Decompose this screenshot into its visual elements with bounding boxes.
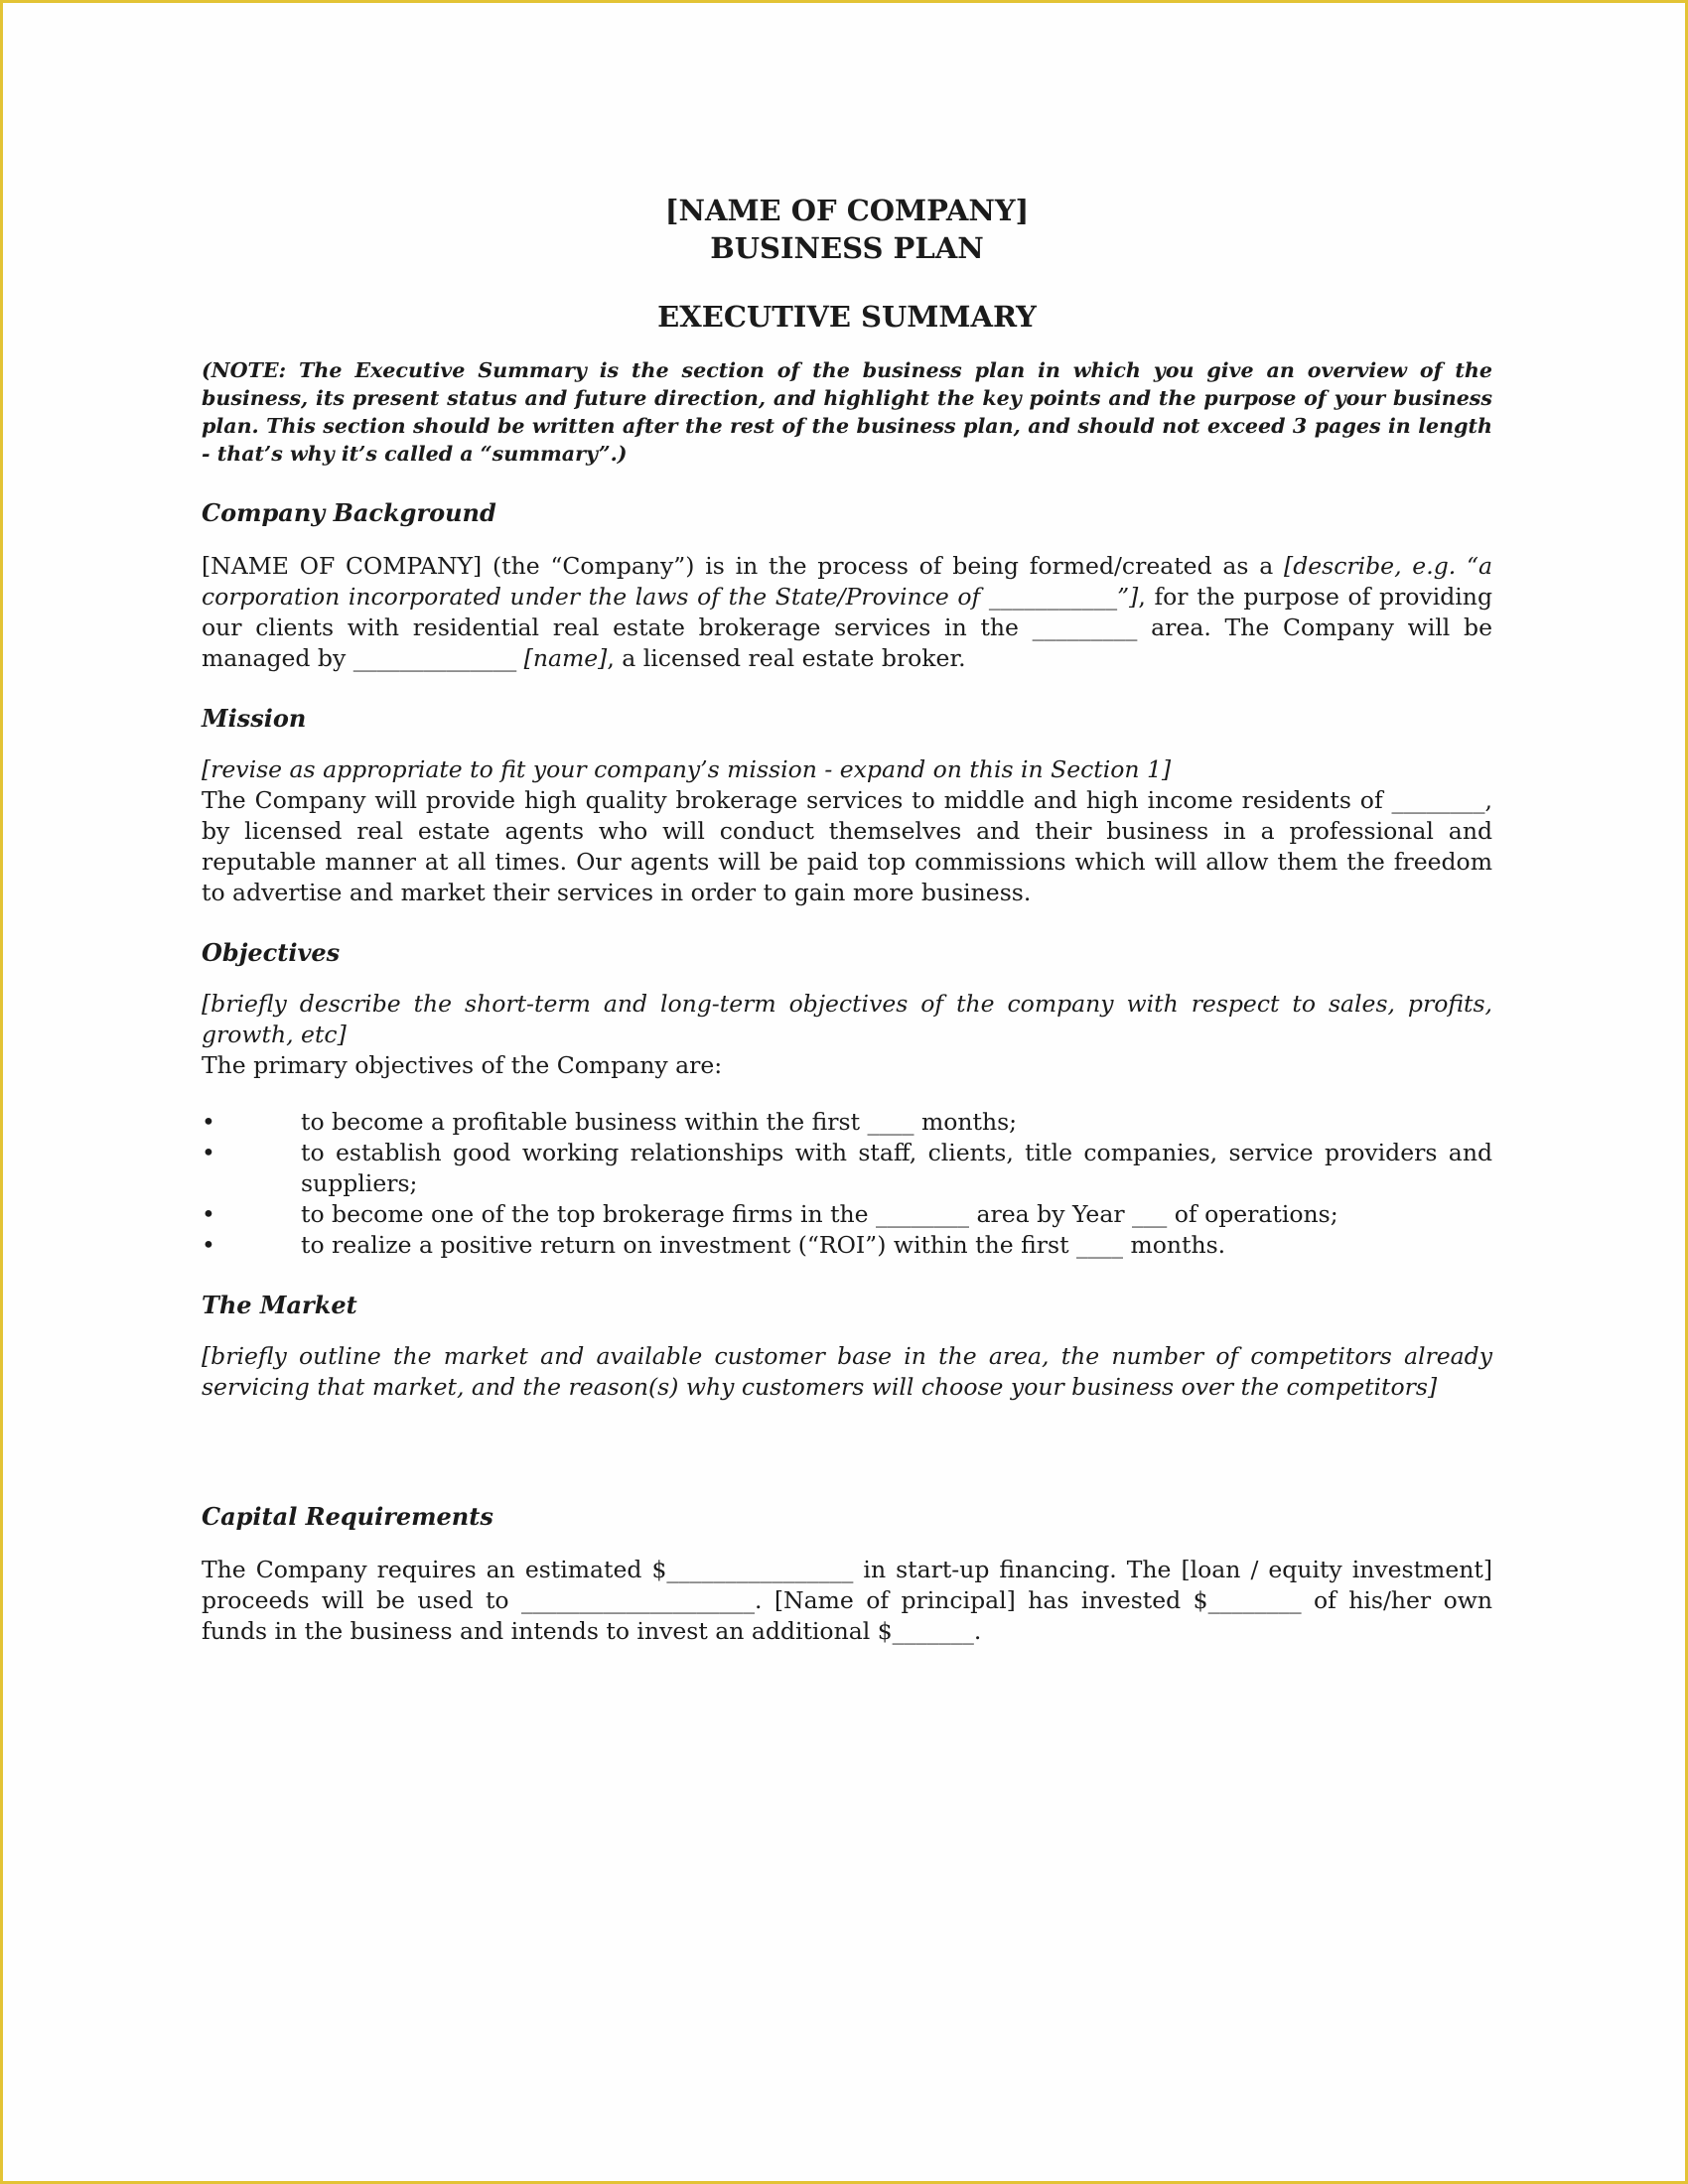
objectives-heading: Objectives — [202, 938, 341, 967]
list-item-text: to become one of the top brokerage firms in the ________ area by Year ___ of operations; — [301, 1200, 1338, 1228]
list-item — [202, 1138, 1492, 1199]
company-background-paragraph — [202, 551, 1492, 674]
list-item — [202, 1230, 1492, 1261]
company-background-text-3: , a licensed real estate broker. — [607, 644, 966, 672]
market-instruction: [briefly outline the market and available customer base in the area, the number of competitors already servicing that market, and the reason(s) why customers will choose your business over the competitors] — [202, 1342, 1492, 1401]
mission-instruction: [revise as appropriate to fit your company’s mission - expand on this in Section 1] — [202, 755, 1172, 783]
list-item — [202, 1199, 1492, 1230]
note-paragraph: (NOTE: The Executive Summary is the section of the business plan in which you give an overview of the business, its present status and future direction, and highlight the key points and the purpose of your business plan. This section should be written after the rest of the business plan, and should not exceed 3 pages in length - that’s why it’s called a “summary”.) — [202, 358, 1492, 466]
bullet-icon: • — [202, 1200, 215, 1228]
objectives-list — [202, 1107, 1492, 1261]
company-background-instruction: [describe, e.g. “a corporation incorporated under the laws of the State/Province of ___________”] — [202, 552, 1492, 611]
capital-requirements-paragraph: The Company requires an estimated $________________ in start-up financing. The [loan / equity investment] proceeds will be used to ____________________. [Name of principal] has invested $________ of his/her own funds in the business and intends to invest an additional $_______. — [202, 1556, 1492, 1645]
list-item-text: to become a profitable business within the first ____ months; — [301, 1108, 1018, 1136]
objectives-instruction: [briefly describe the short-term and long-term objectives of the company with respect to sales, profits, growth, etc] — [202, 990, 1492, 1048]
objectives-intro: The primary objectives of the Company are: — [202, 1051, 723, 1079]
list-item-text: to realize a positive return on investment (“ROI”) within the first ____ months. — [301, 1231, 1226, 1259]
mission-paragraph: The Company will provide high quality brokerage services to middle and high income residents of ________, by licensed real estate agents who will conduct themselves and their business in a professional and reputable manner at all times. Our agents will be paid top commissions which will allow them the freedom to advertise and market their services in order to gain more business. — [202, 786, 1492, 906]
company-background-heading: Company Background — [202, 498, 496, 527]
company-background-text-2: , for the purpose of providing our clients with residential real estate brokerage services in the _________ area. The Company will be managed by ______________ — [202, 583, 1492, 672]
manager-name-placeholder: [name] — [523, 644, 608, 672]
bullet-icon: • — [202, 1108, 215, 1136]
capital-requirements-heading: Capital Requirements — [202, 1502, 493, 1531]
mission-heading: Mission — [202, 704, 307, 733]
market-heading: The Market — [202, 1291, 357, 1319]
document-content — [202, 192, 1492, 1647]
list-item-text: to establish good working relationships with staff, clients, title companies, service providers and suppliers; — [301, 1139, 1492, 1197]
company-background-text-1: [NAME OF COMPANY] (the “Company”) is in the process of being formed/created as a — [202, 552, 1285, 580]
bullet-icon: • — [202, 1139, 215, 1166]
list-item — [202, 1107, 1492, 1138]
executive-summary-title: EXECUTIVE SUMMARY — [657, 300, 1037, 334]
title-block — [202, 192, 1492, 267]
company-name-title: [NAME OF COMPANY] — [664, 194, 1030, 227]
bullet-icon: • — [202, 1231, 215, 1259]
business-plan-title: BUSINESS PLAN — [710, 231, 984, 265]
